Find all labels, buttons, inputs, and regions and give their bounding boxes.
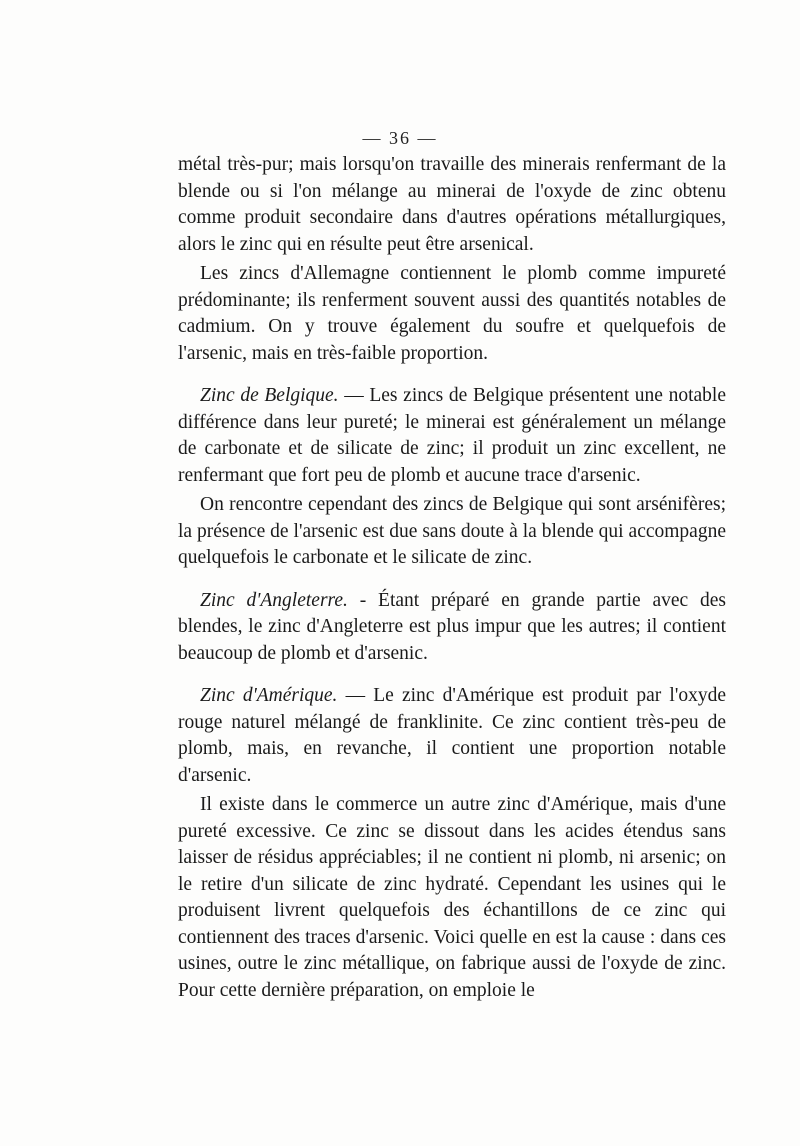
paragraph-zinc-belgique bbox=[178, 383, 726, 489]
section-heading: Zinc de Belgique. bbox=[200, 385, 339, 406]
paragraph-text: Il existe dans le commerce un autre zinc d'Amérique, mais d'une pureté excessive. Ce zinc se dissout dans les acides étendus sans laisser de résidus appréciables; il ne contient ni plomb, ni arsenic; on le retire d'un silicate de zinc hydraté. Cependant les usines qui le produisent livrent quelquefois des échantillons de ce zinc qui contiennent des traces d'arsenic. Voici quelle en est la cause : dans ces usines, outre le zinc métallique, on fabrique aussi de l'oxyde de zinc. Pour cette dernière préparation, on emploie le bbox=[178, 794, 726, 1001]
paragraph-text: On rencontre cependant des zincs de Belgique qui sont arsénifères; la présence de l'arsenic est due sans doute à la blende qui accompagne quelquefois le carbonate et le silicate de zinc. bbox=[178, 494, 726, 568]
page-number: — 36 — bbox=[362, 128, 438, 148]
paragraph-text: métal très-pur; mais lorsqu'on travaille des minerais renfermant de la blende ou si l'on mélange au minerai de l'oxyde de zinc obtenu comme produit secondaire dans d'autres opérations métallurgiques, alors le zinc qui en résulte peut être arsenical. bbox=[178, 154, 726, 255]
paragraph-zinc-angleterre bbox=[178, 588, 726, 668]
paragraph-amerique-pur bbox=[178, 792, 726, 1004]
section-heading: Zinc d'Angleterre. bbox=[200, 589, 348, 611]
paragraph-text: — Le zinc d'Amérique est produit par l'oxyde rouge naturel mélangé de franklinite. Ce zinc contient très-peu de plomb, mais, en revanche, il contient une proportion notable d'arsenic. bbox=[178, 685, 726, 786]
paragraph-continuation bbox=[178, 152, 726, 258]
paragraph-text: - Étant préparé en grande partie avec des blendes, le zinc d'Angleterre est plus impur que les autres; il contient beaucoup de plomb et d'arsenic. bbox=[178, 589, 726, 664]
section-heading: Zinc d'Amérique. bbox=[200, 685, 338, 706]
paragraph-belgique-arsenic bbox=[178, 492, 726, 572]
paragraph-text: Les zincs d'Allemagne contiennent le plomb comme impureté prédominante; ils renferment souvent aussi des quantités notables de cadmium. On y trouve également du soufre et quelquefois de l'arsenic, mais en très-faible proportion. bbox=[178, 263, 726, 364]
paragraph-zinc-amerique bbox=[178, 683, 726, 789]
paragraph-zinc-allemagne bbox=[178, 261, 726, 367]
paragraph-text: — Les zincs de Belgique présentent une notable différence dans leur pureté; le minerai est généralement un mélange de carbonate et de silicate de zinc; il produit un zinc excellent, ne renfermant que fort peu de plomb et aucune trace d'arsenic. bbox=[178, 385, 726, 486]
body-text bbox=[178, 152, 726, 1004]
